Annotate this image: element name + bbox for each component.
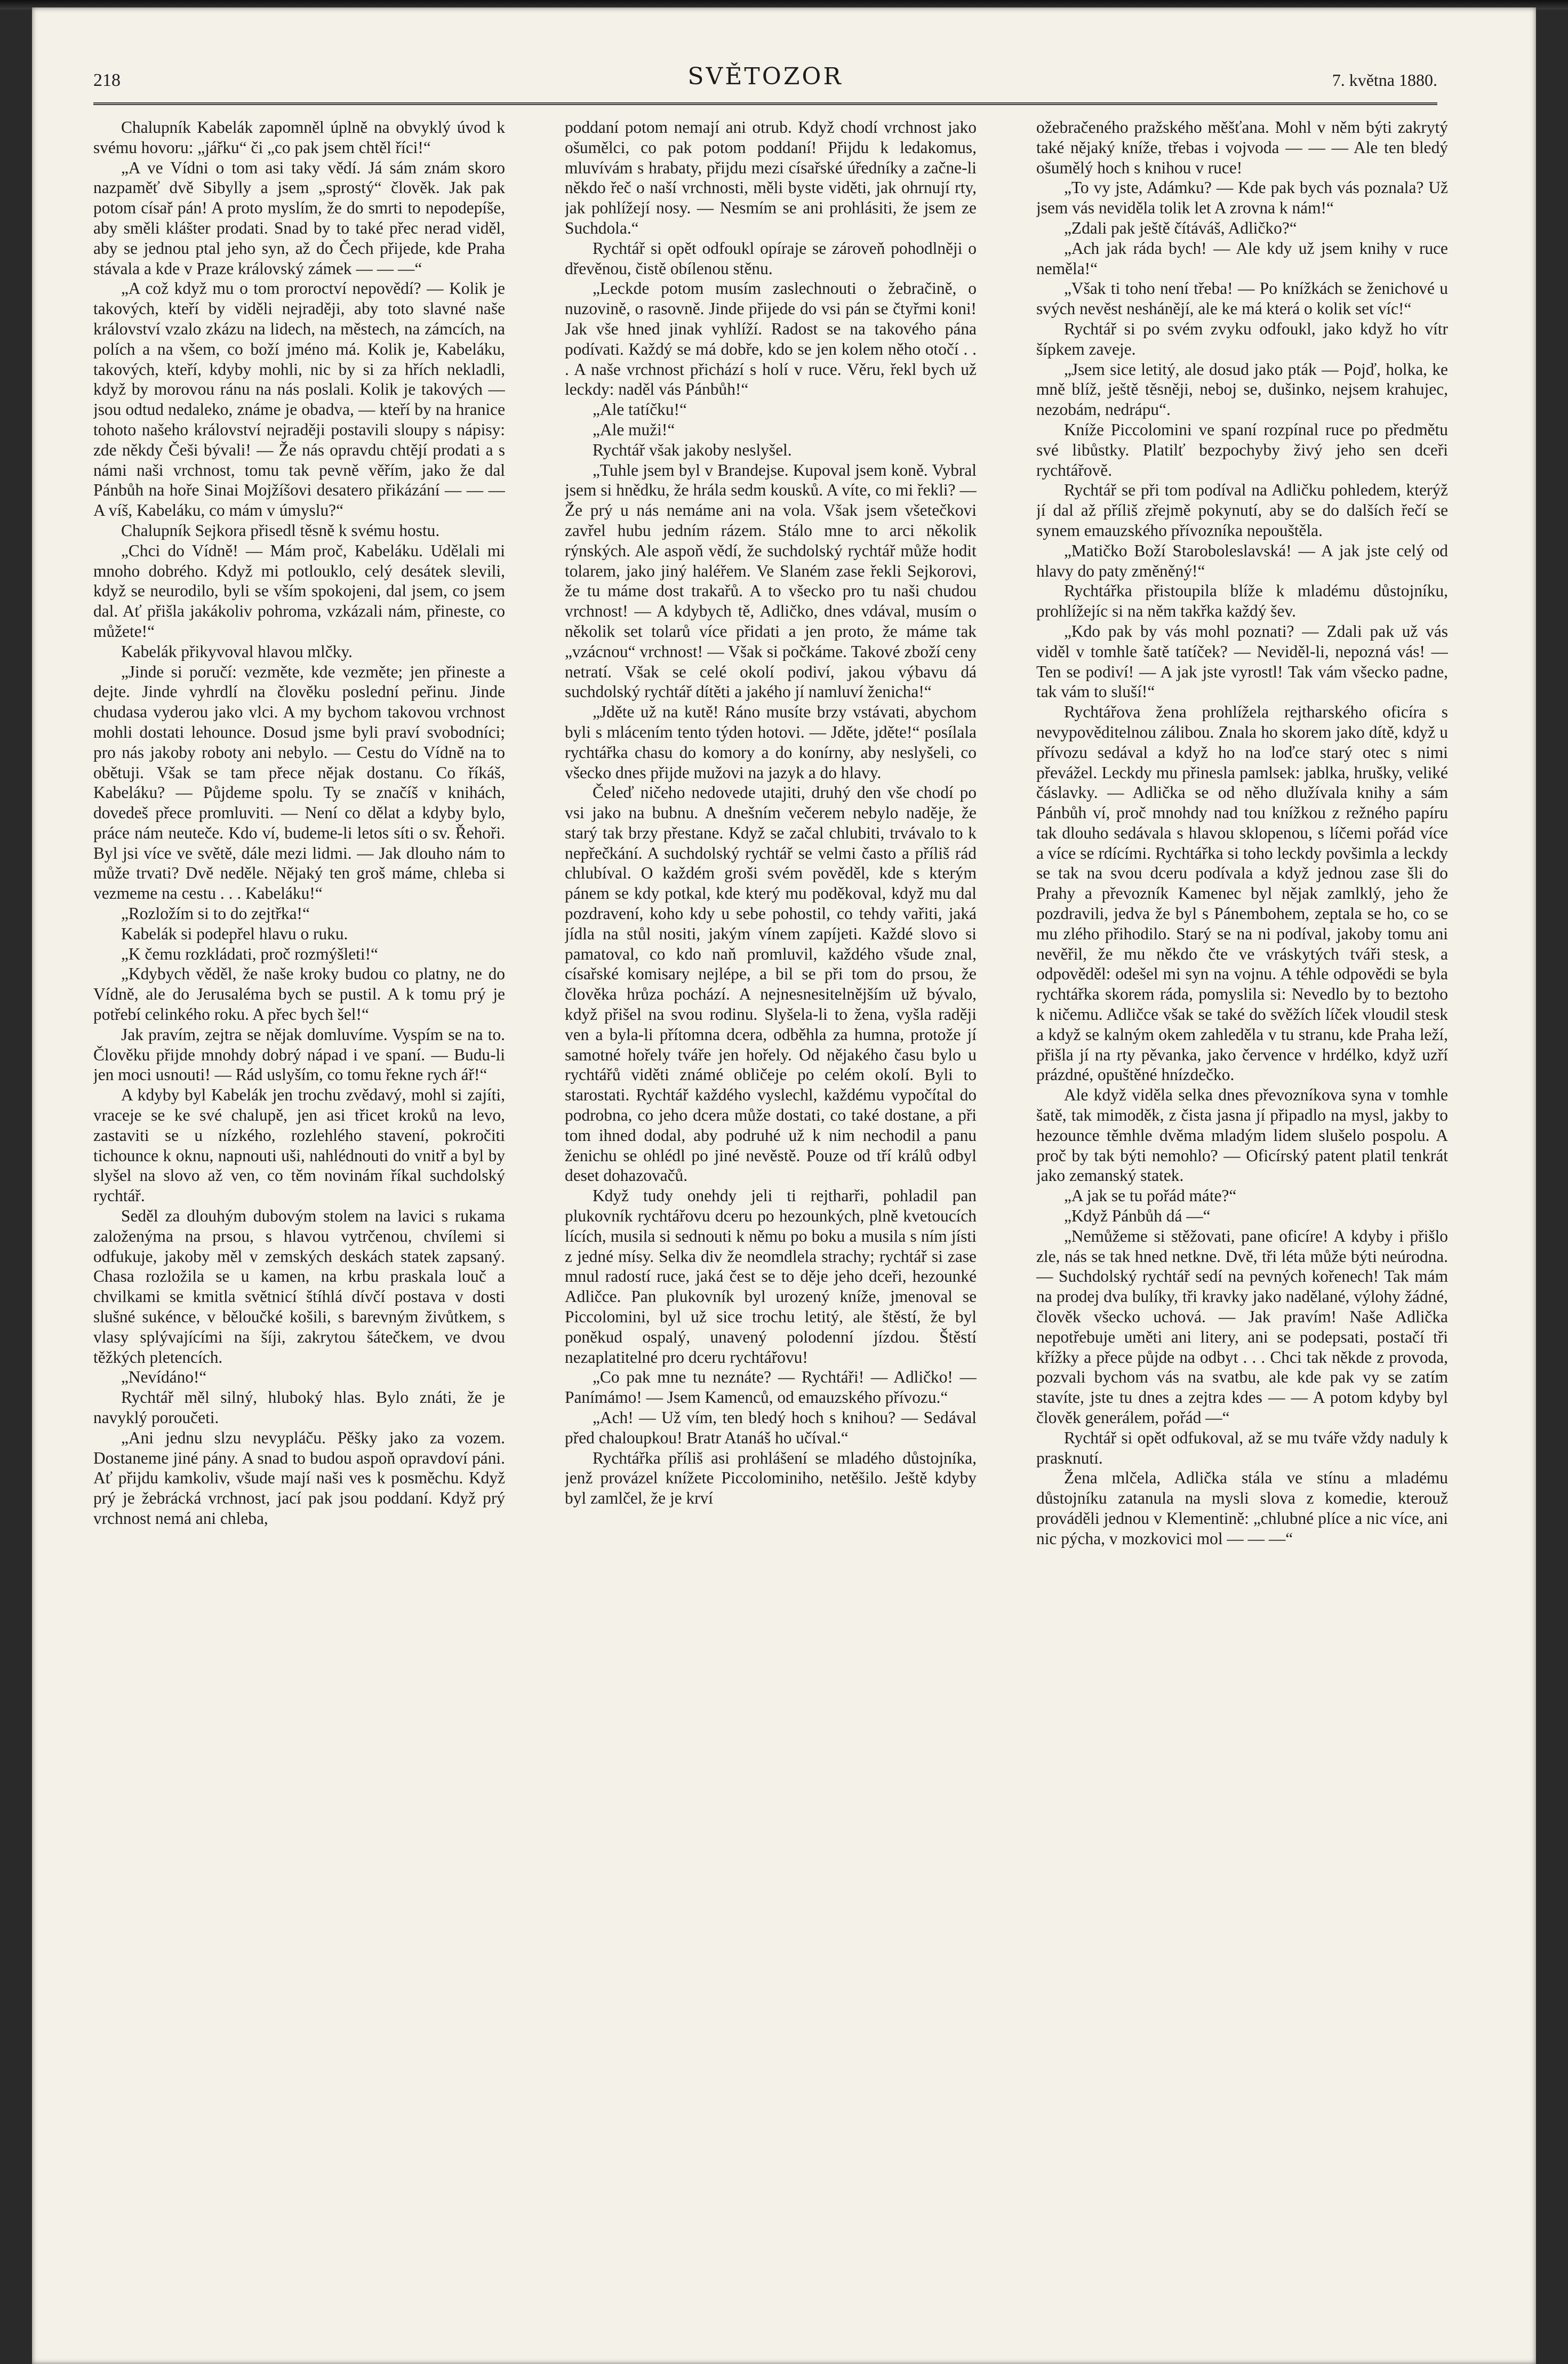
paragraph: „Ach! — Už vím, ten bledý hoch s knihou? — Sedával před chaloupkou! Bratr Atanáš ho učíval.“ (565, 1408, 977, 1447)
paragraph: „Zdali pak ještě čítáváš, Adličko?“ (1064, 218, 1297, 237)
paragraph: Seděl za dlouhým dubovým stolem na lavici s rukama založenýma na prsou, s hlavou vytrčenou, chvílemi si odfukuje, jakoby měl v zemských deskách statek zapsaný. Chasa rozložila se u kamen, na krbu praskala louč a chvilkami se kmitla světnicí štíhlá dívčí postava v dosti slušné sukénce, v běloučké košili, s barevným živůtkem, s vlasy splývajícími na šíji, zakrytou šátečkem, ve dvou těžkých pletencích. (93, 1207, 505, 1367)
paragraph: A kdyby byl Kabelák jen trochu zvědavý, mohl si zajíti, vraceje se ke své chalupě, jen asi třicet kroků na levo, zastaviti se u nízkého, rozlehlého stavení, pokročiti tichounce k oknu, napnouti uši, nahlédnouti do vnitř a byl by slyšel na slovo až ven, co těm novinám říkal suchdolský rychtář. (93, 1085, 505, 1205)
paragraph: „Jinde si poručí: vezměte, kde vezměte; jen přineste a dejte. Jinde vyhrdlí na člověku poslední peřinu. Jinde chudasa vyderou jako vlci. A my bychom takovou vrchnost mohli dostati lehounce. Dosud jsme byli praví svobodníci; pro nás jakoby roboty ani nebylo. — Cestu do Vídně na to obětuji. Však se tam přece nějak dostanu. Co říkáš, Kabeláku? — Půjdeme spolu. Ty se značíš v knihách, dovedeš přece promluviti. — Není co dělat a kdyby bylo, práce nám neuteče. Kdo ví, budeme-li letos síti o sv. Řehoři. Byl jsi více ve světě, dále mezi lidmi. — Jak dlouho nám to může trvati? Dvě neděle. Nějaký ten groš máme, chleba si vezmeme na cestu . . . Kabeláku!“ (93, 662, 505, 903)
paragraph: Chalupník Sejkora přisedl těsně k svému hostu. (121, 521, 440, 540)
paragraph: „Kdo pak by vás mohl poznati? — Zdali pak už vás viděl v tomhle šatě tatíček? — Neviděl-li, nepozná vás! — Ten se podiví! — A jak jste vyrostl! Tak vám všecko padne, tak vám to sluší!“ (1036, 621, 1448, 701)
paragraph: „Ale muži!“ (593, 420, 675, 439)
page-number: 218 (93, 70, 121, 90)
paragraph: Kabelák si podepřel hlavu o ruku. (121, 924, 348, 943)
header-rule (93, 102, 1437, 105)
paragraph: Rychtář se při tom podíval na Adličku pohledem, kterýž jí dal až příliš zřejmě pokynutí, aby se do dalších řečí se synem emauzského přívozníka nepouštěla. (1036, 481, 1448, 540)
paragraph: „Leckde potom musím zaslechnouti o žebračině, o nuzovině, o rasovně. Jinde přijede do vsi pán se čtyřmi koni! Jak vše hned jinak vyhlíží. Radost se na takového pána podívati. Každý se má dobře, kdo se jen kolem něho otočí . . . A naše vrchnost přichází s holí v ruce. Věru, řekl bych už leckdy: naděl vás Pánbůh!“ (565, 279, 977, 399)
text-columns (93, 117, 1448, 2294)
paragraph: Chalupník Kabelák zapomněl úplně na obvyklý úvod k svému hovoru: „jářku“ či „co pak jsem chtěl říci!“ (93, 118, 505, 157)
paragraph: „Však ti toho není třeba! — Po knížkách se ženichové u svých nevěst neshánějí, ale ke má která o kolik set víc!“ (1036, 279, 1448, 318)
paragraph: Rychtářka přistoupila blíže k mladému důstojníku, prohlížejíc si na něm takřka každý šev. (1036, 581, 1448, 621)
magazine-title: SVĚTOZOR (687, 63, 843, 90)
paragraph: „Rozložím si to do zejtřka!“ (121, 904, 310, 923)
paragraph: „Co pak mne tu neznáte? — Rychtáři! — Adličko! — Panímámo! — Jsem Kamenců, od emauzského přívozu.“ (565, 1368, 977, 1407)
paragraph: Rychtář si opět odfukoval, až se mu tváře vždy naduly k prasknutí. (1036, 1428, 1448, 1467)
paragraph: Rychtářova žena prohlížela rejtharského oficíra s nevypověditelnou zálibou. Znala ho skorem jako dítě, když u přívozu sedával a když ho na loďce starý otec s nimi převážel. Leckdy mu přinesla pamlsek: jablka, hrušky, veliké čáslavky. — Adlička se od něho dlužívala knihy a sám Pánbůh ví, proč mnohdy nad tou knížkou z režného papíru tak dlouho sedávala s hlavou sklopenou, s líčemi pořád více a více se rdícími. Rychtářka si toho leckdy povšimla a leckdy se tak na svou dceru podívala a když jednou zase šli do Prahy a převozník Kamenec byl nějak zamlklý, jeho že pozdravili, jedva že byl s Pánembohem, zeptala se ho, co se mu zlého přihodilo. Starý se na ni podíval, jakoby tomu ani nevěřil, že mu někdo čte ve vráskytých tváři stesk, a odpověděl: odešel mi syn na vojnu. A téhle odpovědi se byla rychtářka skorem ráda, pomyslila si: Nevedlo by to beztoho k ničemu. Adličce však se také do svěžích líček vloudil stesk a když se kalným okem zahleděla v tu stranu, kde Praha leží, přišla jí na rty pěvanka, jako července v hrdélko, když uzří prázdné, opuštěné hnízdečko. (1036, 702, 1448, 1084)
paragraph: Ale když viděla selka dnes převozníkova syna v tomhle šatě, tak mimoděk, z čista jasna jí připadlo na mysl, jakby to hezounce těmhle dvěma mladým lidem slušelo pospolu. A proč by tak býti nemohlo? — Oficírský patent platil tenkrát jako zemanský statek. (1036, 1085, 1448, 1185)
paragraph: „Kdybych věděl, že naše kroky budou co platny, ne do Vídně, ale do Jerusaléma bych se pustil. A k tomu prý je potřebí celinkého roku. A přec bych šel!“ (93, 964, 505, 1024)
paragraph: „Matičko Boží Staroboleslavská! — A jak jste celý od hlavy do paty změněný!“ (1036, 541, 1448, 580)
paragraph: Žena mlčela, Adlička stála ve stínu a mladému důstojníku zatanula na mysli slova z komedie, kterouž prováděli jednou v Klementině: „chlubné plíce a nic více, ani nic pýcha, v mozkovici mol — — —“ (1036, 1468, 1448, 1548)
paragraph: „To vy jste, Adámku? — Kde pak bych vás poznala? Už jsem vás neviděla tolik let A zrovna k nám!“ (1036, 178, 1448, 218)
paragraph: „Jsem sice letitý, ale dosud jako pták — Pojď, holka, ke mně blíž, ještě těsněji, neboj se, dušinko, nejsem krahujec, nezobám, nedrápu“. (1036, 360, 1448, 419)
paragraph: Rychtář si po svém zvyku odfoukl, jako když ho vítr šípkem zaveje. (1036, 319, 1448, 358)
paragraph: poddaní potom nemají ani otrub. Když chodí vrchnost jako ošumělci, co pak potom poddaní! Přijdu k ledakomus, mluvívám s hrabaty, přijdu mezi císařské úředníky a začne-li někdo řeč o naší vrchnosti, měli byste viděti, jak ohrnují rty, jak pohlížejí nosy. — Nesmím se ani prohlásiti, že jsem ze Suchdola.“ (565, 118, 977, 237)
paragraph: „Jděte už na kutě! Ráno musíte brzy vstávati, abychom byli s mlácením tento týden hotovi. — Jděte, jděte!“ posílala rychtářka chasu do komory a do konírny, aby neslyšeli, co všecko dnes přijde mužovi na jazyk a do hlavy. (565, 702, 977, 782)
paragraph: Když tudy onehdy jeli ti rejtharři, pohladil pan plukovník rychtářovu dceru po hezounkých, plně kvetoucích lících, musila si sednouti k němu po boku a musila s ním jísti z jedné mísy. Selka div že neomdlela strachy; rychtář si zase mnul radostí ruce, jaká čest se to děje jeho dceři, hezounké Adličce. Pan plukovník byl urozený kníže, jmenoval se Piccolomini, byl už sice trochu letitý, ale štěstí, že byl poněkud ospalý, unavený polodenní jízdou. Štěstí nezaplatitelné pro dceru rychtářovu! (565, 1186, 977, 1367)
paragraph: „Chci do Vídně! — Mám proč, Kabeláku. Udělali mi mnoho dobrého. Když mi potlouklo, celý desátek slevili, když se neurodilo, byli se vším spokojeni, dal jsem, co jsem dal. Ať přišla jakákoliv pohroma, vzkázali nám, přineste, co můžete!“ (93, 541, 505, 641)
paragraph: „Ach jak ráda bych! — Ale kdy už jsem knihy v ruce neměla!“ (1036, 238, 1448, 278)
issue-date: 7. května 1880. (1332, 70, 1437, 90)
paragraph: Kabelák přikyvoval hlavou mlčky. (121, 642, 353, 661)
column-2 (565, 117, 977, 2294)
paragraph: „Nevídáno!“ (121, 1368, 207, 1387)
column-3 (1036, 117, 1448, 2294)
paragraph: Rychtář měl silný, hluboký hlas. Bylo znáti, že je navyklý poroučeti. (93, 1388, 505, 1427)
paragraph: Jak pravím, zejtra se nějak domluvíme. Vyspím se na to. Člověku přijde mnohdy dobrý nápad i ve spaní. — Budu-li jen moci usnouti! — Rád uslyším, co tomu řekne rych ář!“ (93, 1025, 505, 1084)
paragraph: „Když Pánbůh dá —“ (1064, 1207, 1211, 1226)
paragraph: Čeleď ničeho nedovede utajiti, druhý den vše chodí po vsi jako na bubnu. A dnešním večerem nebylo naděje, že starý tak brzy přestane. Když se začal chlubiti, trvávalo to k nepřečkání. A suchdolský rychtář se velmi často a příliš rád chlubíval. O každém groši svém pověděl, kde s kterým pánem se kdy potkal, kde který mu poděkoval, když mu dal pozdravení, koho kdy u sebe pohostil, co tehdy vařiti, jaká jídla na stůl nositi, jakým vínem zapíjeti. Každé slovo si pamatoval, co kdo naň promluvil, každého všude znal, císařské komisary nejlépe, a bil se při tom do prsou, že člověka hrůza pochází. A nejnesnesitelnějším už bývalo, když přišel na svou rodinu. Slyšela-li to žena, vyšla raději ven a byla-li přítomna dcera, odběhla za humna, protože jí samotné hořely tváře jen hořely. Od nějakého času bylo u rychtářů viděti známé obličeje po celém okolí. Byli to starostati. Rychtář každého vyslechl, každému vypočítal do podrobna, co jeho dcera může dostati, co také dostane, a při tom ihned dodal, aby podruhé už k nim nechodil a panu ženichu se ohlédl po jiné nevěstě. Pouze od tří králů odbyl deset dohazovačů. (565, 783, 977, 1185)
paragraph: ožebračeného pražského měšťana. Mohl v něm býti zakrytý také nějaký kníže, třebas i vojvoda — — — Ale ten bledý ošumělý hoch s knihou v ruce! (1036, 118, 1448, 177)
paragraph: „A jak se tu pořád máte?“ (1064, 1186, 1237, 1205)
paragraph: „Ani jednu slzu nevypláču. Pěšky jako za vozem. Dostaneme jiné pány. A snad to budou aspoň opravdoví páni. Ať přijdu kamkoliv, všude mají naši ves k posměchu. Když prý je žebrácká vrchnost, jací pak jsou poddaní. Když prý vrchnost nemá ani chleba, (93, 1428, 505, 1528)
page-header (93, 63, 1437, 102)
paragraph: Rychtářka příliš asi prohlášení se mladého důstojníka, jenž provázel knížete Piccolominiho, netěšilo. Ještě kdyby byl zamlčel, že je krví (565, 1448, 977, 1508)
paragraph: Kníže Piccolomini ve spaní rozpínal ruce po předmětu své libůstky. Platilť bezpochyby živý jeho sen dceři rychtářově. (1036, 420, 1448, 480)
paragraph: „Tuhle jsem byl v Brandejse. Kupoval jsem koně. Vybral jsem si hnědku, že hrála sedm kousků. A víte, co mi řekli? — Že prý u nás nemáme ani na vola. Však jsem všetečkovi zavřel hubu jedním rázem. Stálo mne to arci několik rýnských. Ale aspoň vědí, že suchdolský rychtář může hodit tolarem, jako jiný haléřem. Ve Slaném zase řekli Sejkorovi, že tu máme dost trakařů. A to všecko pro tu naši chudou vrchnost! — A kdybych tě, Adličko, dnes vdával, musím o několik set tolarů více přidati a jen proto, že máme tak „vzácnou“ vrchnost! — Však si počkáme. Takové zboží ceny netratí. Však se celé okolí podiví, jakou výbavu dá suchdolský rychtář dítěti a jakého jí namluví ženicha!“ (565, 460, 977, 701)
paragraph: „A což když mu o tom proroctví nepovědí? — Kolik je takových, kteří by viděli nejraději, aby toto slavné naše království vzalo zkázu na lidech, na městech, na zámcích, na polích a na všem, co boží jméno má. Kolik je, Kabeláku, takových, kteří, kdyby mohli, nic by si za hřích nekladli, když by morovou ránu na nás poslali. Kolik je takových — jsou odtud nedaleko, známe je obadva, — kteří by na hranice tohoto našeho království nejraději postavili sloupy s nápisy: zde někdy Češi bývali! — Že nás opravdu chtějí prodati a s námi naši vrchnost, tomu tak pevně věřím, jako že dal Pánbůh na hoře Sinai Mojžíšovi desatero přikázání — — — A víš, Kabeláku, co mám v úmyslu?“ (93, 279, 505, 520)
paragraph: Rychtář si opět odfoukl opíraje se zároveň pohodlněji o dřevěnou, čistě obílenou stěnu. (565, 238, 977, 278)
paragraph: „K čemu rozkládati, proč rozmýšleti!“ (121, 944, 378, 963)
paragraph: „Ale tatíčku!“ (593, 400, 687, 419)
column-1 (93, 117, 505, 2294)
paragraph: Rychtář však jakoby neslyšel. (593, 440, 792, 459)
paragraph: „Nemůžeme si stěžovati, pane oficíre! A kdyby i přišlo zle, nás se tak hned netkne. Dvě, tři léta může býti neúrodna. — Suchdolský rychtář sedí na pevných kořenech! Tak mám na prodej dva bulíky, tři kravky jako nadělané, výlohy žádné, člověk všecko uchová. — Jak pravím! Naše Adlička nepotřebuje uměti ani litery, ani se podepsati, postačí tři křížky a přece půjde na odbyt . . . Chci tak někde z provoda, pozvali bychom vás na svatbu, ale kde pak vy se zatím stavíte, jste tu dnes a zejtra kdes — — A potom kdyby byl člověk generálem, pořád —“ (1036, 1226, 1448, 1427)
paragraph: „A ve Vídni o tom asi taky vědí. Já sám znám skoro nazpaměť dvě Sibylly a jsem „sprostý“ člověk. Jak pak potom císař pán! A proto myslím, že do smrti to nepodepíše, aby směli klášter prodati. Snad by to také přec nerad viděl, aby se jednou ptal jeho syn, až do Čech přijede, kde Praha stávala a kde v Praze královský zámek — — —“ (93, 158, 505, 278)
